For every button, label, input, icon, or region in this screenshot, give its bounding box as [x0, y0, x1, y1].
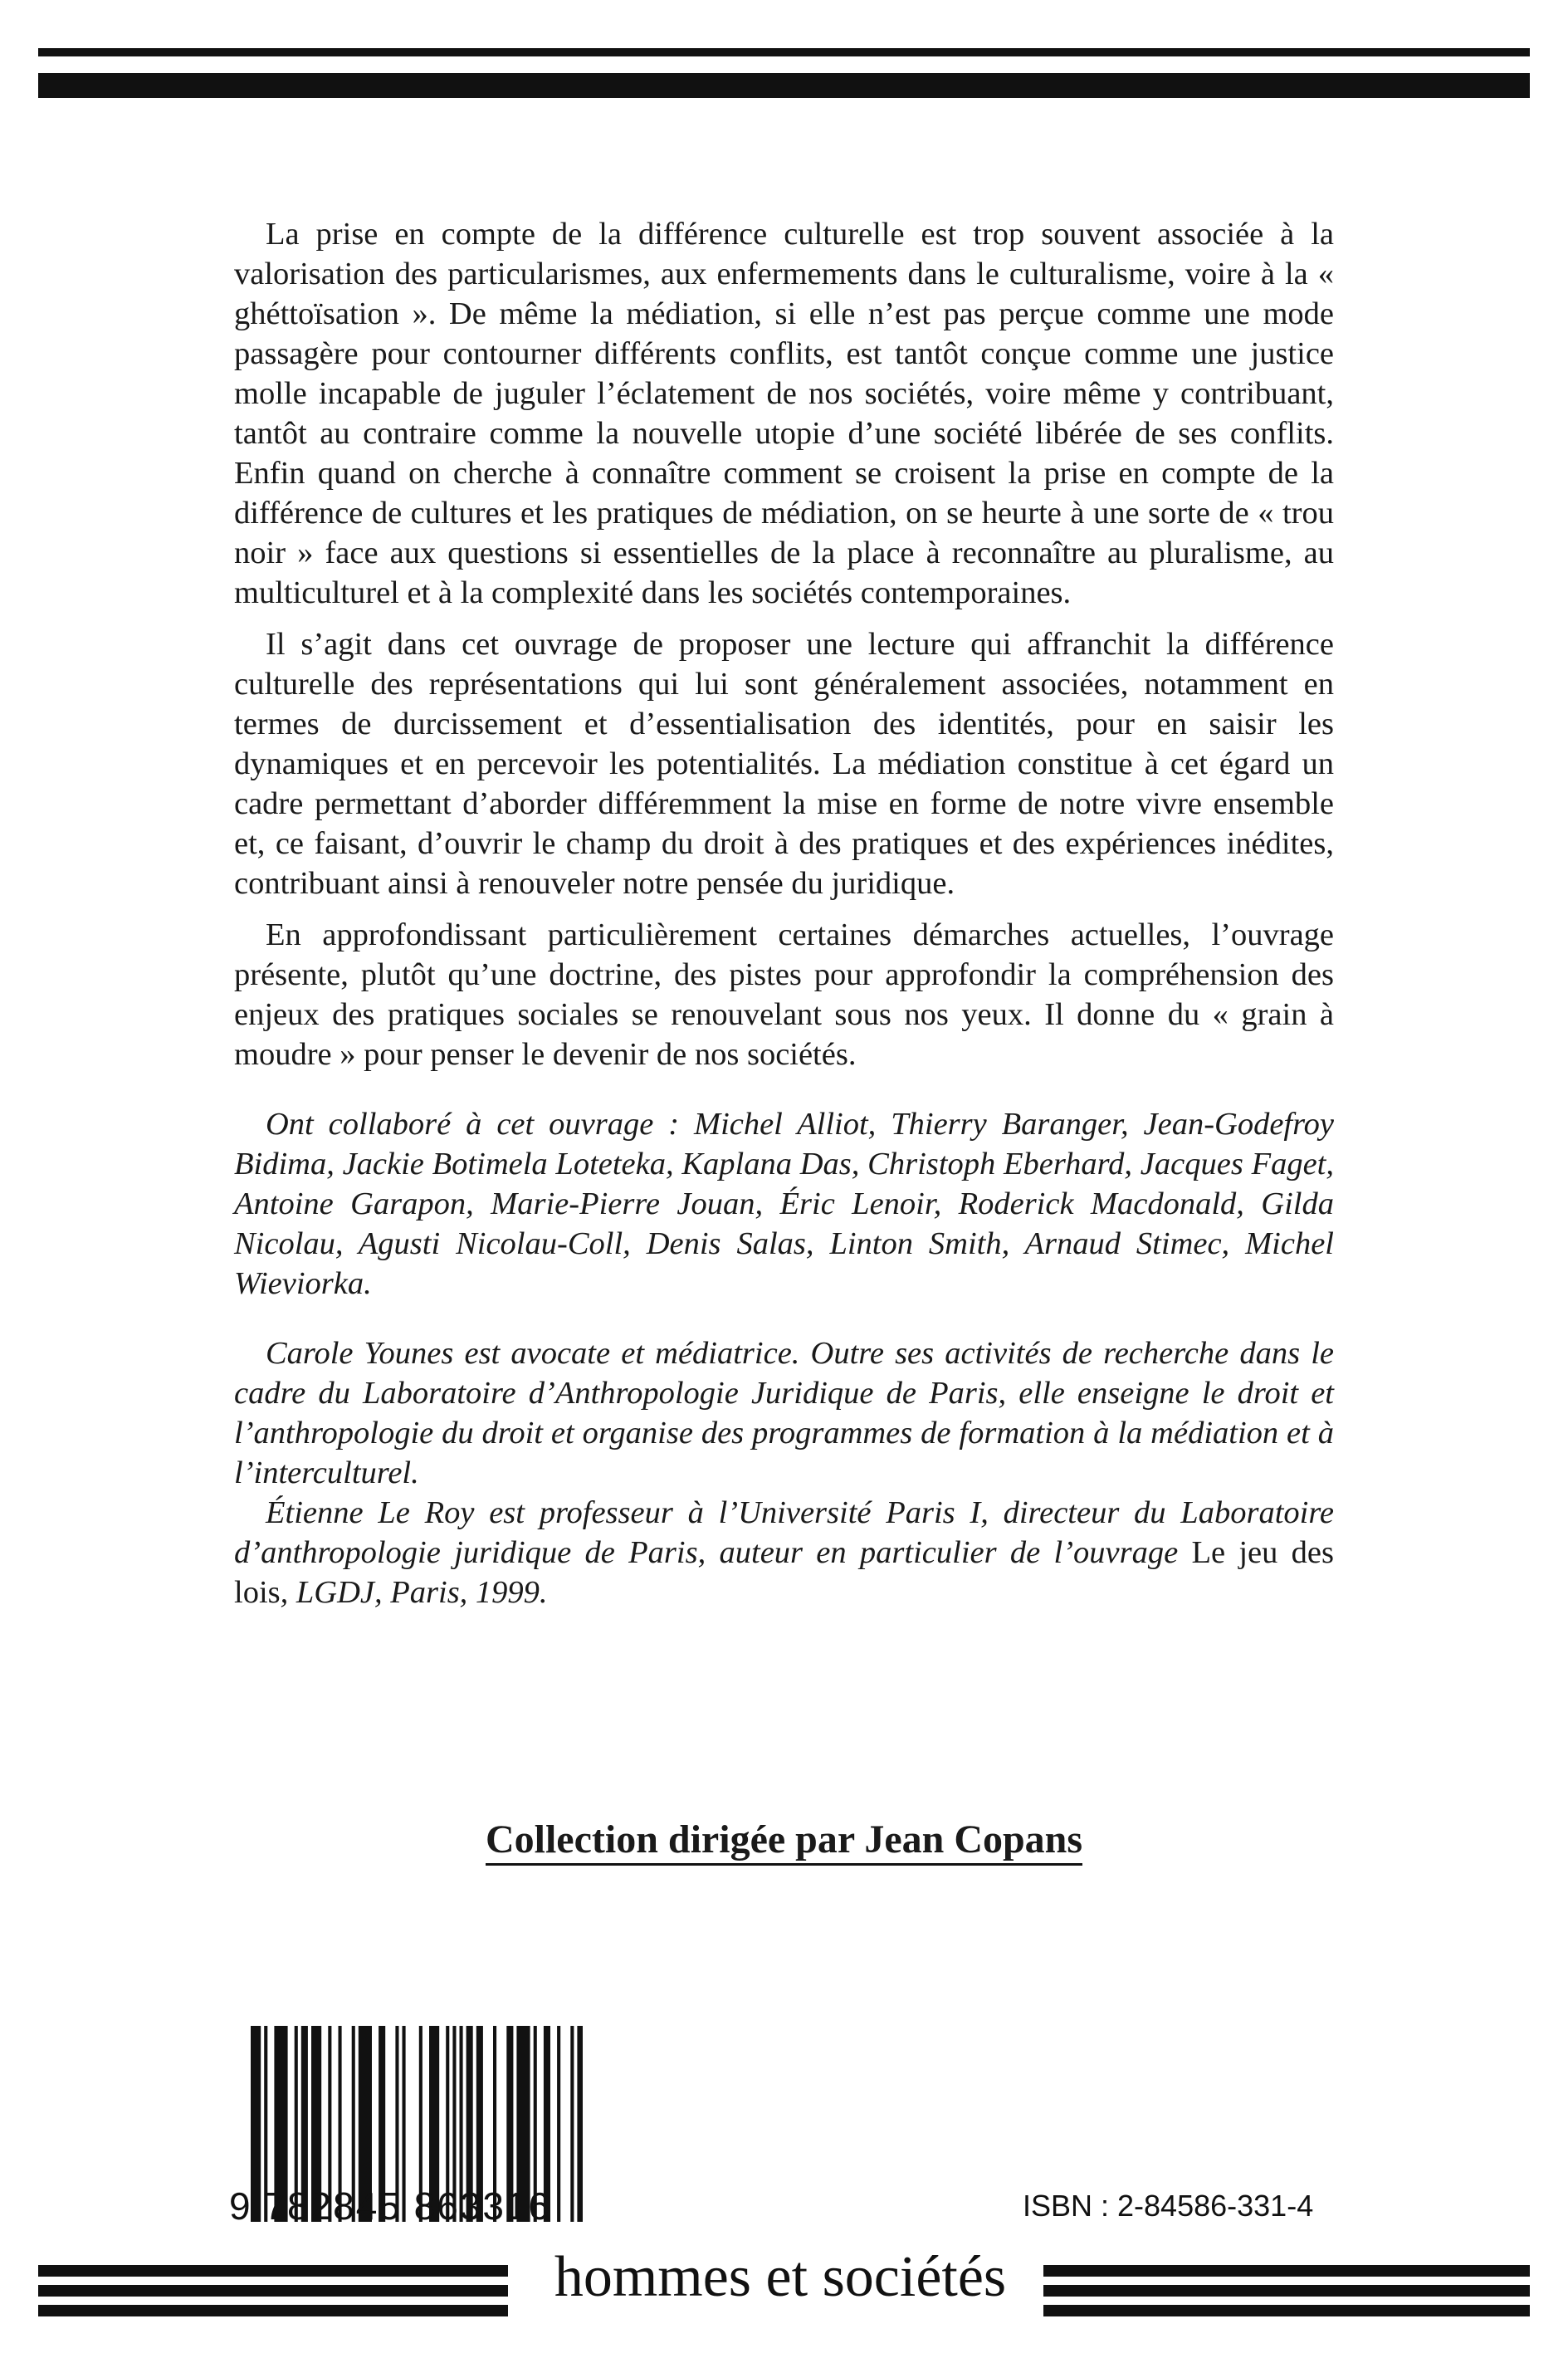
- collection-label: Collection dirigée par Jean Copans: [486, 1817, 1082, 1866]
- bio-leroy: [234, 1493, 1334, 1612]
- bio-leroy-text: Étienne Le Roy est professeur à l’Université Paris I, directeur du Laboratoire d’anthropologie juridique de Paris, auteur en particulier de l’ouvrage: [234, 1495, 1334, 1570]
- book-title: Le jeu des lois: [234, 1535, 1334, 1610]
- footer-rules-left: [38, 2265, 508, 2316]
- top-rule-thin: [38, 48, 1530, 56]
- barcode-bar: [577, 2026, 583, 2222]
- paragraph-2: Il s’agit dans cet ouvrage de proposer une lecture qui affranchit la différence culturelle des représentations qui lui sont généralement associées, notamment en termes de durcissement et d’essentialisation des identités, pour en saisir les dynamiques et en percevoir les potentialités. La médiation constitue à cet égard un cadre permettant d’aborder différemment la mise en forme de notre vivre ensemble et, ce faisant, d’ouvrir le champ du droit à des pratiques et des expériences inédites, contribuant ainsi à renouveler notre pensée du juridique.: [234, 627, 1334, 901]
- footer-left-bar-1: [38, 2265, 508, 2277]
- footer-rules-right: [1043, 2265, 1530, 2316]
- footer-right-bar-1: [1043, 2265, 1530, 2277]
- series-name: hommes et sociétés: [554, 2245, 1007, 2309]
- collection-director: [0, 1817, 1568, 1863]
- barcode-digits: 9 782845 863316: [229, 2184, 552, 2228]
- isbn-number: ISBN : 2-84586-331-4: [1023, 2189, 1314, 2223]
- footer-right-bar-3: [1043, 2305, 1530, 2316]
- paragraph-3: En approfondissant particulièrement certaines démarches actuelles, l’ouvrage présente, plutôt qu’une doctrine, des pistes pour approfondir la compréhension des enjeux des pratiques sociales se renouvelant sous nos yeux. Il donne du « grain à moudre » pour penser le devenir de nos sociétés.: [234, 917, 1334, 1072]
- top-rule-thick: [38, 73, 1530, 98]
- paragraph-1: La prise en compte de la différence culturelle est trop souvent associée à la valorisation des particularismes, aux enfermements dans le culturalisme, voire à la « ghéttoïsation ». De même la médiation, si elle n’est pas perçue comme une mode passagère pour contourner différents conflits, est tantôt conçue comme une justice molle incapable de juguler l’éclatement de nos sociétés, voire même y contribuant, tantôt au contraire comme la nouvelle utopie d’une société libérée de ses conflits. Enfin quand on cherche à connaître comment se croisent la prise en compte de la différence de cultures et les pratiques de médiation, on se heurte à une sorte de « trou noir » face aux questions si essentielles de la place à reconnaître au pluralisme, au multiculturel et à la complexité dans les sociétés contemporaines.: [234, 217, 1334, 610]
- bio-leroy-publisher: , LGDJ, Paris, 1999.: [280, 1575, 548, 1610]
- back-cover-text: [234, 214, 1334, 1612]
- bio-younes: Carole Younes est avocate et médiatrice. Outre ses activités de recherche dans le cadre du Laboratoire d’Anthropologie Juridique de Paris, elle enseigne le droit et l’anthropologie du droit et organise des programmes de formation à la médiation et à l’interculturel.: [234, 1336, 1334, 1490]
- footer-left-bar-3: [38, 2305, 508, 2316]
- contributors-paragraph: Ont collaboré à cet ouvrage : Michel Alliot, Thierry Baranger, Jean-Godefroy Bidima, Jackie Botimela Loteteka, Kaplana Das, Christoph Eberhard, Jacques Faget, Antoine Garapon, Marie-Pierre Jouan, Éric Lenoir, Roderick Macdonald, Gilda Nicolau, Agusti Nicolau-Coll, Denis Salas, Linton Smith, Arnaud Stimec, Michel Wieviorka.: [234, 1107, 1334, 1301]
- footer-right-bar-2: [1043, 2285, 1530, 2297]
- footer-left-bar-2: [38, 2285, 508, 2297]
